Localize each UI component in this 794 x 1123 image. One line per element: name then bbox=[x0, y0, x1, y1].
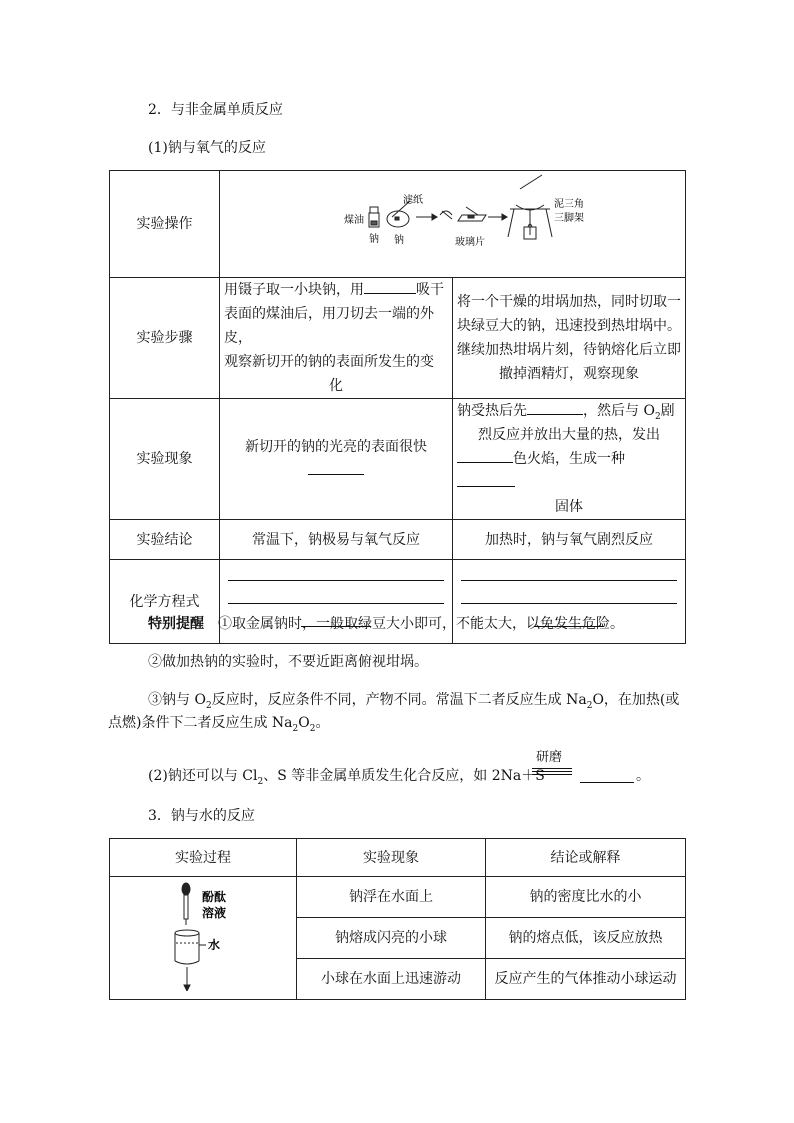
steps-left-text-c: 表面的煤油后，用刀切去一端的外皮， bbox=[224, 306, 434, 346]
note-1-text: ①取金属钠时，一般取绿豆大小即可，不能太大，以免发生危险。 bbox=[218, 616, 624, 632]
label-filter-paper: 滤纸 bbox=[403, 195, 423, 206]
blank bbox=[457, 448, 513, 463]
label-tripod: 三脚架 bbox=[554, 213, 584, 224]
explanation-row-1: 钠的密度比水的小 bbox=[486, 877, 686, 918]
oxygen-reaction-table bbox=[109, 170, 686, 644]
phen-right-sub: 2 bbox=[654, 411, 661, 422]
apparatus-figure bbox=[220, 171, 686, 269]
sub2-end: 。 bbox=[636, 768, 650, 784]
note-3: ③钠与 $O_2$反应时，反应条件不同，产物不同。常温下二者反应生成 $Na_2O$，在加热(或 bbox=[148, 692, 680, 711]
knife-cutting-icon bbox=[440, 211, 452, 219]
row-label-phenomenon: 实验现象 bbox=[110, 399, 220, 520]
phenomenon-left-cell bbox=[220, 399, 453, 520]
equal-line bbox=[532, 771, 572, 772]
label-kerosene: 煤油 bbox=[344, 215, 364, 226]
label-clay-triangle: 泥三角 bbox=[554, 199, 584, 210]
dropper-icon bbox=[182, 883, 190, 925]
explanation-row-3: 反应产生的气体推动小球运动 bbox=[486, 959, 686, 1000]
conclusion-left: 常温下，钠极易与氧气反应 bbox=[220, 520, 453, 560]
label-sodium-2: 钠 bbox=[394, 235, 404, 246]
kerosene-bottle-icon bbox=[369, 207, 379, 227]
steps-left-text-a: 用镊子取一小块钠，用 bbox=[224, 282, 364, 298]
phenomenon-right-cell bbox=[453, 399, 686, 520]
phen-right-b: ，然后与 O bbox=[583, 403, 655, 419]
beaker-icon bbox=[175, 930, 206, 991]
phen-right-f: 固体 bbox=[555, 499, 583, 515]
phenomenon-left-text: 新切开的钠的光亮的表面很快 bbox=[245, 439, 427, 455]
phenomenon-row-3: 小球在水面上迅速游动 bbox=[297, 959, 486, 1000]
answer-line bbox=[228, 603, 444, 604]
arrow-icon bbox=[488, 214, 507, 220]
process-figure-cell bbox=[110, 877, 297, 1000]
label-water: 水 bbox=[208, 938, 221, 952]
phen-right-e: 色火焰，生成一种 bbox=[513, 451, 625, 467]
label-sodium-1: 钠 bbox=[369, 234, 379, 245]
sub1-title: (1)钠与氧气的反应 bbox=[148, 140, 266, 156]
crucible-tripod-icon bbox=[508, 175, 552, 239]
phen-right-c: 剧 bbox=[660, 403, 675, 419]
label-solution: 溶液 bbox=[202, 906, 227, 920]
apparatus-figure-cell bbox=[220, 171, 686, 278]
note-label: 特别提醒 bbox=[148, 616, 204, 632]
phenomenon-row-1: 钠浮在水面上 bbox=[297, 877, 486, 918]
phenomenon-row-2: 钠熔成闪亮的小球 bbox=[297, 918, 486, 959]
beaker-figure bbox=[110, 877, 297, 991]
steps-right-text-d: 撤掉酒精灯，观察现象 bbox=[499, 366, 639, 382]
note-2: ②做加热钠的实验时，不要近距离俯视坩埚。 bbox=[148, 654, 428, 670]
note-3-cont: 点燃)条件下二者反应生成 $Na_2O_2$。 bbox=[108, 715, 330, 734]
label-phenolphthalein: 酚酞 bbox=[202, 890, 227, 904]
section3-title: 3．钠与水的反应 bbox=[148, 808, 255, 824]
header-explanation: 结论或解释 bbox=[486, 839, 686, 877]
row-label-operation: 实验操作 bbox=[110, 171, 220, 278]
equal-line bbox=[532, 768, 572, 769]
blank bbox=[364, 279, 416, 294]
header-phenomenon: 实验现象 bbox=[297, 839, 486, 877]
steps-right-text-b: 块绿豆大的钠，迅速投到热坩埚中。 bbox=[457, 318, 681, 334]
water-reaction-table bbox=[109, 838, 686, 1000]
blank bbox=[457, 472, 515, 487]
steps-right-cell bbox=[453, 278, 686, 399]
row-label-equation: 化学方程式 bbox=[110, 560, 220, 644]
header-process: 实验过程 bbox=[110, 839, 297, 877]
answer-line bbox=[461, 603, 677, 604]
answer-blank bbox=[580, 782, 634, 783]
steps-left-text-e: 化 bbox=[329, 378, 343, 394]
steps-left-cell bbox=[220, 278, 453, 399]
answer-line bbox=[461, 580, 677, 581]
steps-right-text-c: 继续加热坩埚片刻，待钠熔化后立即 bbox=[457, 342, 681, 358]
blank bbox=[527, 400, 583, 415]
explanation-row-2: 钠的熔点低，该反应放热 bbox=[486, 918, 686, 959]
steps-left-text-d: 观察新切开的钠的表面所发生的变 bbox=[224, 354, 434, 370]
conclusion-right: 加热时，钠与氧气剧烈反应 bbox=[453, 520, 686, 560]
arrow-icon bbox=[416, 214, 437, 220]
row-label-conclusion: 实验结论 bbox=[110, 520, 220, 560]
blank bbox=[308, 460, 364, 475]
glass-plate-icon bbox=[458, 207, 486, 221]
equal-line bbox=[532, 774, 572, 775]
answer-line bbox=[228, 580, 444, 581]
condition-label: 研磨 bbox=[536, 750, 563, 765]
phen-right-d: 烈反应并放出大量的热，发出 bbox=[478, 427, 660, 443]
steps-right-text-a: 将一个干燥的坩埚加热，同时切取一 bbox=[457, 294, 681, 310]
section2-title: 2．与非金属单质反应 bbox=[148, 102, 283, 118]
note-1 bbox=[148, 614, 624, 634]
label-glass-plate: 玻璃片 bbox=[455, 237, 485, 248]
row-label-steps: 实验步骤 bbox=[110, 278, 220, 399]
sub2-sentence: (2)钠还可以与 $Cl_2$、S 等非金属单质发生化合反应，如 2Na＋S bbox=[148, 768, 545, 787]
phen-right-a: 钠受热后先 bbox=[457, 403, 527, 419]
steps-left-text-b: 吸干 bbox=[416, 282, 444, 298]
